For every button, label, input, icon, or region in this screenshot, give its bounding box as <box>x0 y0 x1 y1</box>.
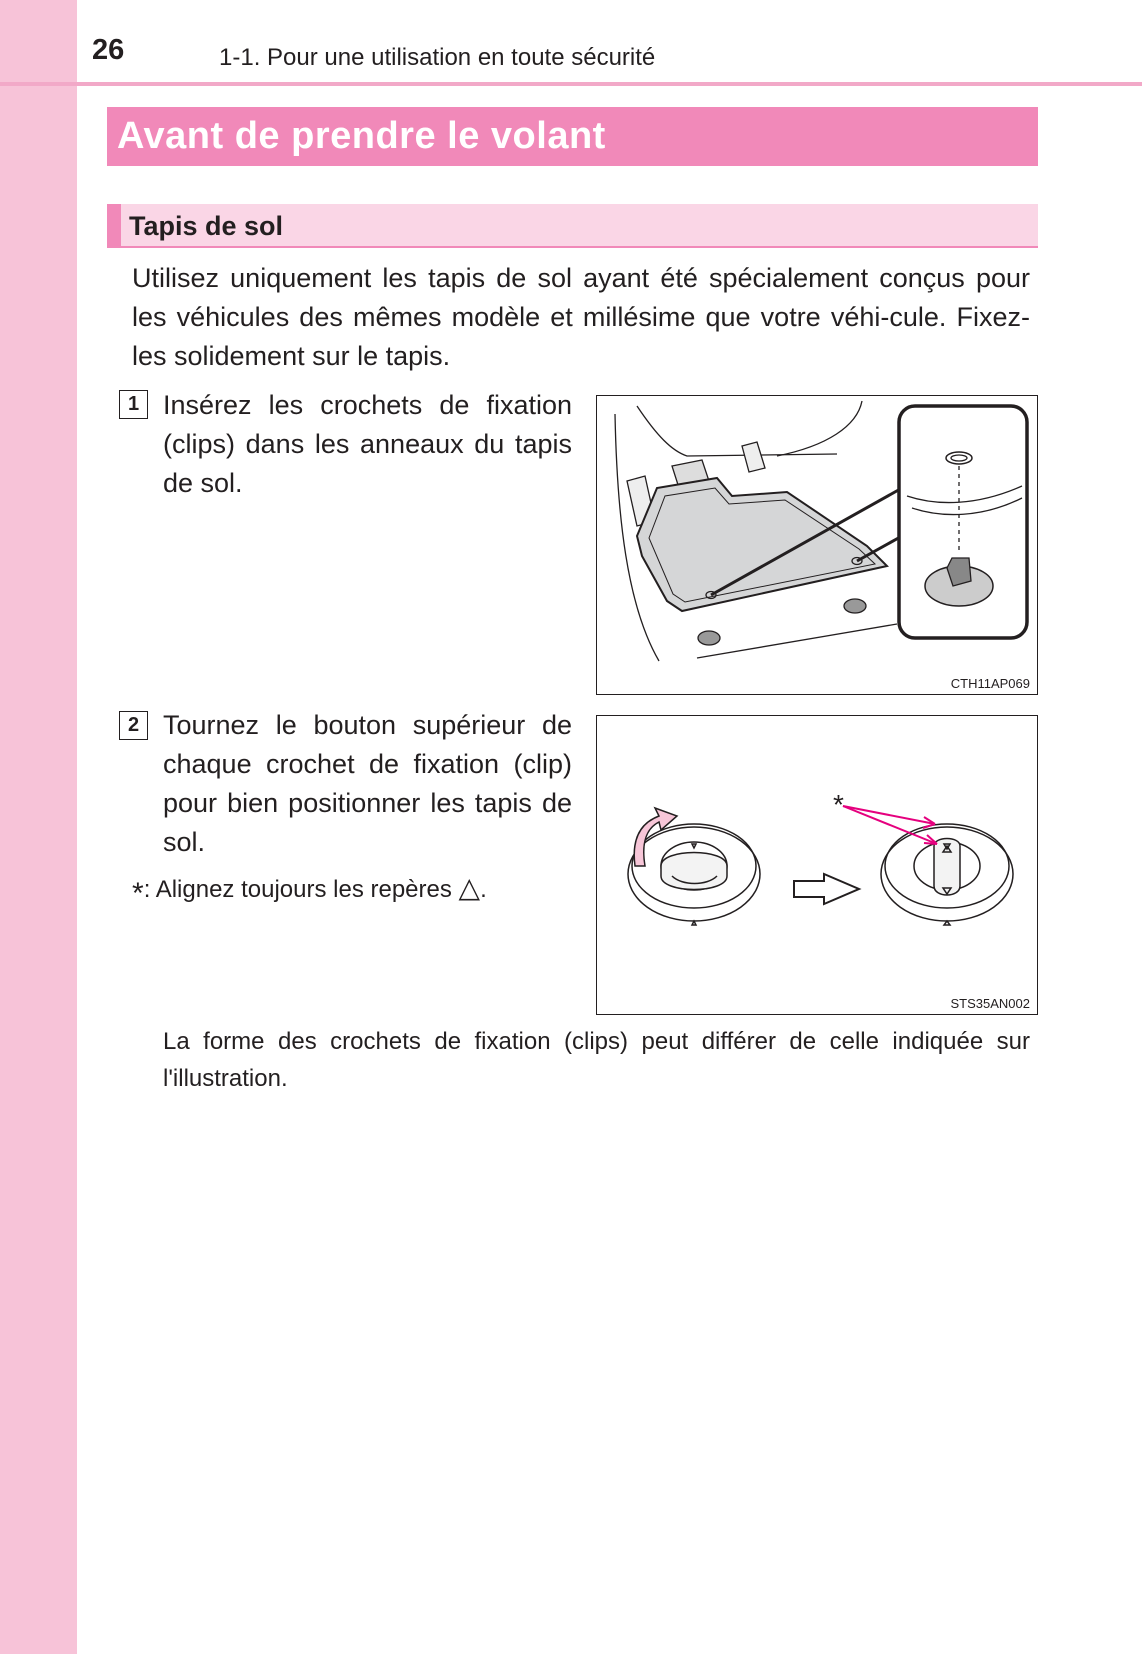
side-band <box>0 0 77 1654</box>
figure-code: CTH11AP069 <box>950 676 1030 691</box>
intro-paragraph: Utilisez uniquement les tapis de sol ayant été spécialement conçus pour les véhicules des mêmes modèle et millésime que votre véhi-cule. Fixez-les solidement sur le tapis. <box>132 263 1030 371</box>
header-divider <box>0 82 1142 86</box>
page-number: 26 <box>92 34 125 66</box>
clip-rotation-illustration <box>597 716 1039 1016</box>
floor-mat-illustration <box>597 396 1039 696</box>
step-1-number: 1 <box>119 390 148 419</box>
note-marker: * <box>132 877 144 910</box>
step-2-text: Tournez le bouton supérieur de chaque crochet de fixation (clip) pour bien positionner les tapis de sol. <box>163 710 572 857</box>
note-text: : Alignez toujours les repères <box>143 876 452 903</box>
page-title: Avant de prendre le volant <box>107 107 1038 166</box>
section-path: 1-1. Pour une utilisation en toute sécurité <box>219 44 656 71</box>
note-end: . <box>480 876 487 903</box>
figure-code: STS35AN002 <box>950 996 1030 1011</box>
figure-clip-rotation <box>596 715 1038 1015</box>
note <box>132 870 487 912</box>
triangle-icon: △ <box>458 872 481 903</box>
section-heading: Tapis de sol <box>107 204 1038 248</box>
step-2-number: 2 <box>119 711 148 740</box>
figure-floor-mat <box>596 395 1038 695</box>
step-1-text: Insérez les crochets de fixation (clips) dans les anneaux du tapis de sol. <box>163 390 572 498</box>
footnote: La forme des crochets de fixation (clips) peut différer de celle indiquée sur l'illustration. <box>163 1028 1030 1092</box>
figure-marker: * <box>833 789 844 820</box>
